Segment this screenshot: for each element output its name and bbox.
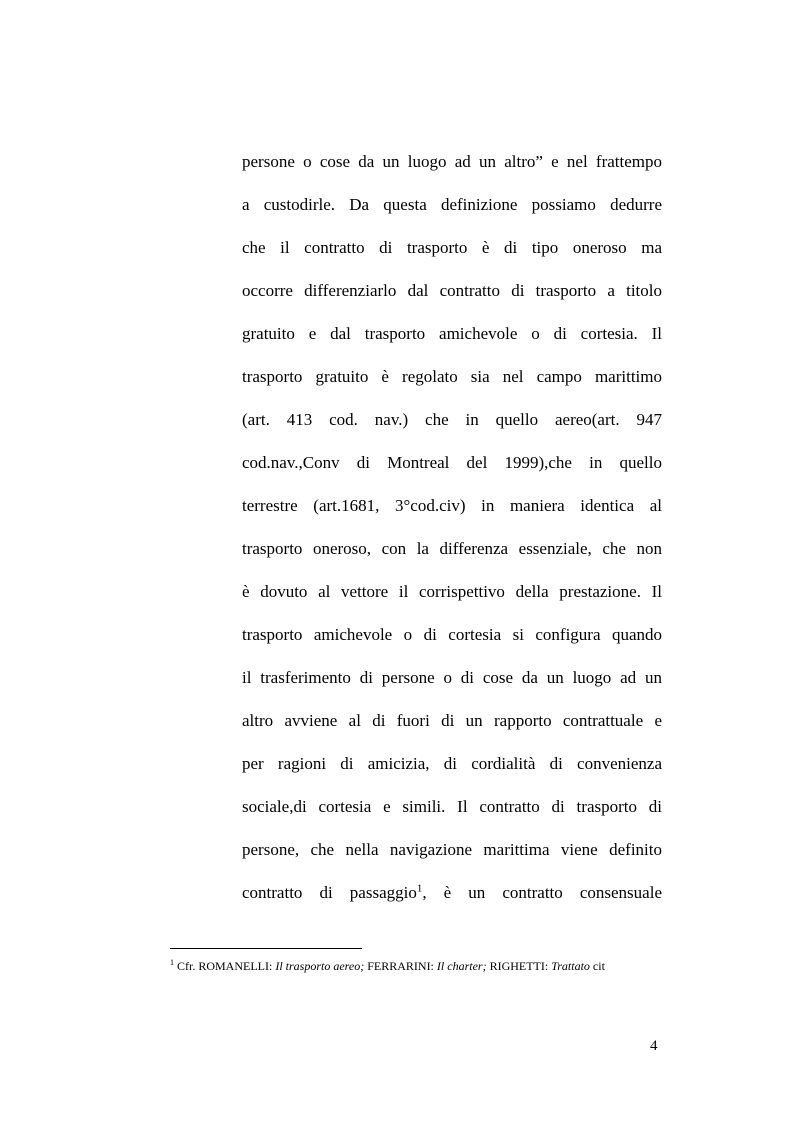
body-line: cod.nav.,Conv di Montreal del 1999),che in quello xyxy=(242,453,662,472)
body-line: trasporto gratuito è regolato sia nel campo marittimo xyxy=(242,367,662,386)
body-line: persone, che nella navigazione marittima viene definito xyxy=(242,840,662,859)
body-line: gratuito e dal trasporto amichevole o di cortesia. Il xyxy=(242,324,662,343)
footnote-reference[interactable]: 1 xyxy=(416,882,423,895)
footnote-part: RIGHETTI: xyxy=(486,959,552,973)
footnote-part-italic: Il charter; xyxy=(436,959,487,973)
body-line: che il contratto di trasporto è di tipo oneroso ma xyxy=(242,238,662,257)
page-number: 4 xyxy=(650,1038,658,1054)
footnote-divider xyxy=(170,948,362,949)
body-line: persone o cose da un luogo ad un altro” e nel frattempo xyxy=(242,152,662,171)
body-text xyxy=(242,140,662,914)
body-line: sociale,di cortesia e simili. Il contratto di trasporto di xyxy=(242,797,662,816)
footnote-part-italic: Trattato xyxy=(551,959,590,973)
body-line: a custodirle. Da questa definizione possiamo dedurre xyxy=(242,195,662,214)
body-line-last xyxy=(242,871,662,914)
footnote-part: FERRARINI: xyxy=(364,959,437,973)
body-line: è dovuto al vettore il corrispettivo della prestazione. Il xyxy=(242,582,662,601)
footnote-part-italic: Il trasporto aereo; xyxy=(275,959,365,973)
body-line: (art. 413 cod. nav.) che in quello aereo(art. 947 xyxy=(242,410,662,429)
body-line: trasporto oneroso, con la differenza essenziale, che non xyxy=(242,539,662,558)
footnote-part: Cfr. ROMANELLI: xyxy=(174,959,276,973)
body-line: terrestre (art.1681, 3°cod.civ) in maniera identica al xyxy=(242,496,662,515)
body-line: trasporto amichevole o di cortesia si configura quando xyxy=(242,625,662,644)
body-line: occorre differenziarlo dal contratto di trasporto a titolo xyxy=(242,281,662,300)
body-line: il trasferimento di persone o di cose da un luogo ad un xyxy=(242,668,662,687)
body-line-text: contratto di passaggio xyxy=(242,883,417,902)
footnote xyxy=(170,955,670,974)
footnote-marker: 1 xyxy=(170,958,174,967)
body-line: per ragioni di amicizia, di cordialità di convenienza xyxy=(242,754,662,773)
body-line: altro avviene al di fuori di un rapporto contrattuale e xyxy=(242,711,662,730)
footnote-part: cit xyxy=(589,959,605,973)
body-line-text: , è un contratto consensuale xyxy=(422,883,662,902)
